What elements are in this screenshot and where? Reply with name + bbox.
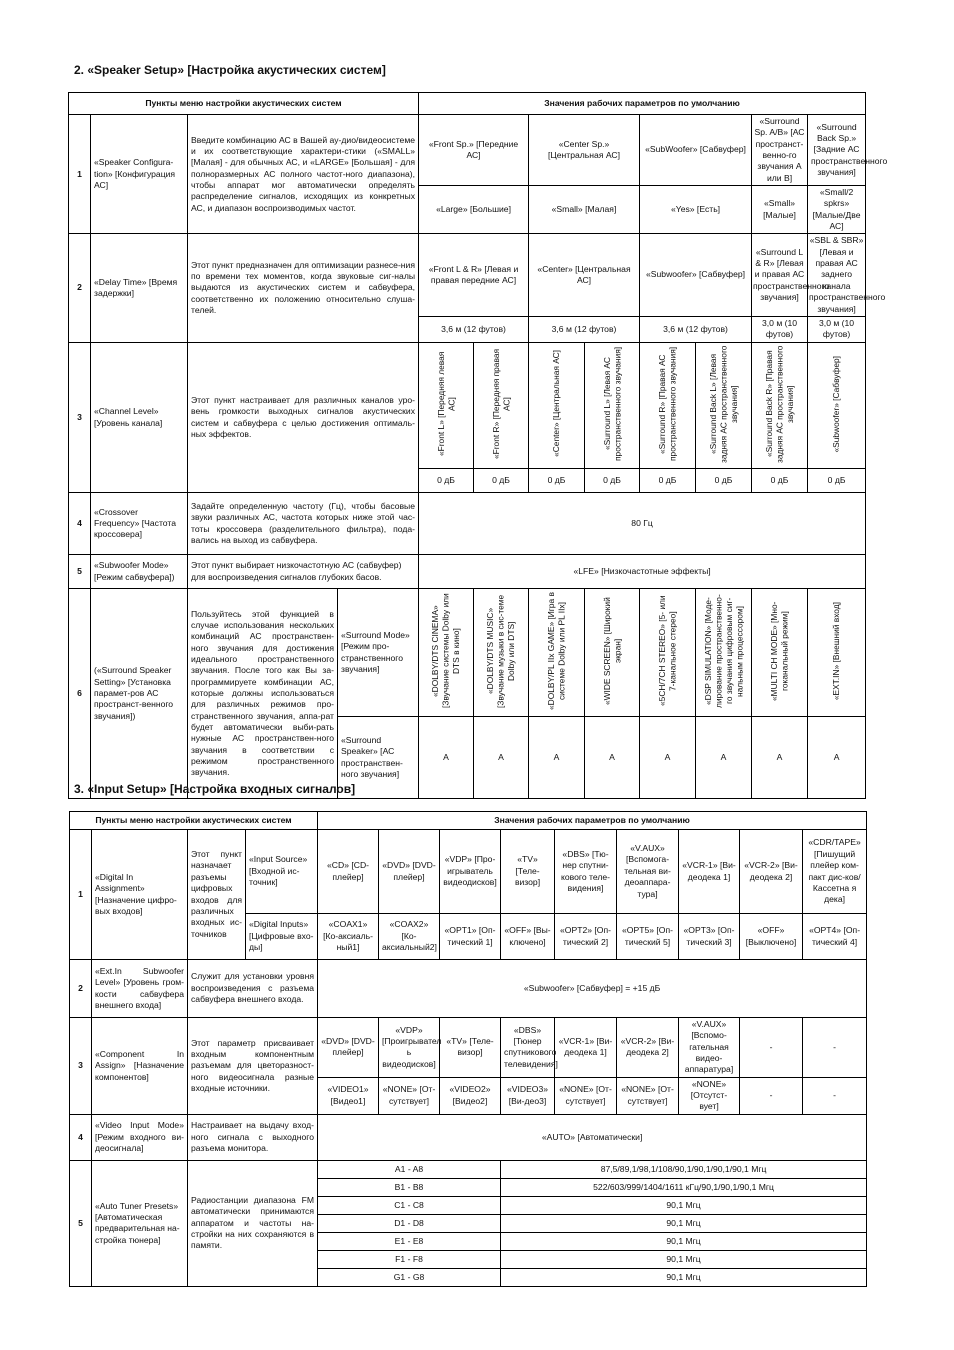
param-header: «Subwoofer» [Сабвуфер]	[640, 234, 752, 316]
param-value: «AUTO» [Автоматически]	[318, 1114, 867, 1160]
preset-bank: A1 - A8	[318, 1160, 501, 1178]
row-number: 3	[70, 1018, 92, 1115]
channel-value: 0 дБ	[419, 469, 474, 493]
param-value: «Small» [Малые]	[752, 186, 808, 234]
menu-item: «Component In Assign» [Назначение компонентов]	[92, 1018, 188, 1115]
param-header: «VCR-1» [Ви-деодека 1]	[679, 830, 740, 914]
param-value: «OPT2» [Оп-тический 2]	[555, 914, 617, 960]
preset-value: 90,1 Мгц	[501, 1196, 867, 1214]
channel-value: 0 дБ	[585, 469, 640, 493]
param-value: «COAX2» [Ко-аксиальный2]	[379, 914, 440, 960]
param-value: «Small/2 spkrs» [Малые/Две АС]	[808, 186, 866, 234]
channel-header: «Surround R» [Правая АС пространственного звучания]	[640, 342, 696, 468]
item-description: Этот пункт предназначен для оптимизации разнесе-ния по времени тех моментов, когда звуковые сиг-налы выдаются из акустических систем и сабвуфера, соответственно их положению относительно слуша-телей.	[188, 234, 419, 342]
param-header: «Surround L & R» [Левая и правая АС пространственного звучания]	[752, 234, 808, 316]
param-header: -	[740, 1018, 803, 1078]
menu-item: «Subwoofer Mode» [Режим сабвуфера])	[91, 555, 188, 589]
param-header: «DBS» [Тю-нер спутни-кового теле-видения]	[555, 830, 617, 914]
param-header: «V.AUX» [Вспомога-тельная ви-деоаппара-тура]	[617, 830, 679, 914]
mode-header: «DOLBY/DTS MUSIC» [Звучание музыки в сис-теме Dolby или DTS]	[474, 589, 529, 717]
menu-item: «Delay Time» [Время задержки]	[91, 234, 188, 342]
section-3-title: 3. «Input Setup» [Настройка входных сигналов]	[74, 782, 356, 796]
preset-bank: B1 - B8	[318, 1178, 501, 1196]
param-value: «NONE» [Отсутст-вует]	[679, 1077, 740, 1114]
surround-speaker-label: «Surround Speaker» [АС пространствен-ного звучания]	[338, 717, 419, 799]
section-2-title: 2. «Speaker Setup» [Настройка акустических систем]	[74, 63, 386, 77]
param-value: 3,6 м (12 футов)	[529, 316, 640, 342]
param-value: «Subwoofer» [Сабвуфер] = +15 дБ	[318, 960, 867, 1018]
param-header: «DBS» [Тюнер спутникового телевидения]	[501, 1018, 555, 1078]
mode-header: «WIDE SCREEN» [Широкий экран]	[585, 589, 640, 717]
menu-item: «Digital In Assignment» [Назначение цифро-вых входов]	[92, 830, 188, 960]
table-header-left: Пункты меню настройки акустических систем	[70, 812, 318, 830]
channel-value: 0 дБ	[474, 469, 529, 493]
menu-item: «Crossover Frequency» [Частота кроссовера]	[91, 493, 188, 555]
param-value: «OFF» [Выключено]	[740, 914, 803, 960]
menu-item: «Video Input Mode» [Режим входного ви-деосигнала]	[92, 1114, 188, 1160]
param-value: «OPT1» [Оп-тический 1]	[440, 914, 501, 960]
mode-header: «5CH/7CH STEREO» [5- или 7-канальное стерео]	[640, 589, 696, 717]
table-header-left: Пункты меню настройки акустических систем	[69, 93, 419, 115]
param-value: 3,0 м (10 футов)	[752, 316, 808, 342]
param-header: «TV» [Теле-визор]	[501, 830, 555, 914]
preset-bank: G1 - G8	[318, 1268, 501, 1286]
param-value: «LFE» [Низкочастотные эффекты]	[419, 555, 866, 589]
preset-value: 87,5/89,1/98,1/108/90,1/90,1/90,1/90,1 Мгц	[501, 1160, 867, 1178]
row-number: 1	[70, 830, 92, 960]
mode-value: А	[585, 717, 640, 799]
param-value: «Small» [Малая]	[529, 186, 640, 234]
row-number: 1	[69, 115, 91, 234]
param-value: 3,6 м (12 футов)	[640, 316, 752, 342]
input-source-label: «Input Source» [Входной ис-точник]	[246, 830, 318, 914]
row-number: 2	[70, 960, 92, 1018]
param-header: «DVD» [DVD-плейер]	[379, 830, 440, 914]
param-header: «VCR-2» [Ви-деодека 2]	[617, 1018, 679, 1078]
mode-value: А	[474, 717, 529, 799]
menu-item: («Surround Speaker Setting» [Установка парамет-ров АС пространст-венного звучания])	[91, 589, 188, 799]
row-number: 3	[69, 342, 91, 492]
param-value: «VIDEO1» [Видео1]	[318, 1077, 379, 1114]
param-value: «NONE» [От-сутствует]	[379, 1077, 440, 1114]
channel-value: 0 дБ	[752, 469, 808, 493]
preset-bank: E1 - E8	[318, 1232, 501, 1250]
mode-header: «DOLBY/PL IIx GAME» [Игра в системе Dolby или PL IIx]	[529, 589, 585, 717]
row-number: 4	[70, 1114, 92, 1160]
mode-value: А	[808, 717, 866, 799]
row-number: 5	[69, 555, 91, 589]
item-description: Служит для установки уровня воспроизведения с разъема сабвуфера внешнего входа.	[188, 960, 318, 1018]
param-value: -	[740, 1077, 803, 1114]
param-header: «V.AUX» [Вспомо-гательная видео-аппаратура]	[679, 1018, 740, 1078]
channel-header: «Surround L» [Левая АС пространственного звучания]	[585, 342, 640, 468]
preset-value: 90,1 Мгц	[501, 1268, 867, 1286]
channel-header: «Subwoofer» [Сабвуфер]	[808, 342, 866, 468]
param-header: «SubWoofer» [Сабвуфер]	[640, 115, 752, 186]
preset-bank: C1 - C8	[318, 1196, 501, 1214]
row-number: 6	[69, 589, 91, 799]
param-header: -	[803, 1018, 867, 1078]
menu-item: «Channel Level» [Уровень канала]	[91, 342, 188, 492]
row-number: 4	[69, 493, 91, 555]
surround-mode-label: «Surround Mode» [Режим про-странственного звучания]	[338, 589, 419, 717]
item-description: Этот пункт назначает разъемы цифровых входов для различных входных ис-точников	[188, 830, 246, 960]
item-description: Введите комбинацию АС в Вашей ау-дио/видеосистеме и их соответствующие характери-стики («SMALL» [Малая] - для обычных АС, и «LARGE» [Большая] - для полноразмерных АС полного частот-ного диапазона), чтобы аппарат мог автоматически определять распределение сигналов, исходящих из конкретных АС, и диапазон воспроизводимых частот.	[188, 115, 419, 234]
item-description: Этот пункт настраивает для различных каналов уро-вень громкости выходных сигналов акустических систем и сабвуфера с целью достижения оптималь-ных эффектов.	[188, 342, 419, 492]
channel-header: «Surround Back L» [Левая задняя АС пространственного звучания]	[696, 342, 752, 468]
mode-value: А	[752, 717, 808, 799]
param-value: «OFF» [Вы-ключено]	[501, 914, 555, 960]
param-header: «VDP» [Проигрывател ь видеодисков]	[379, 1018, 440, 1078]
param-value: 3,6 м (12 футов)	[419, 316, 529, 342]
param-value: 80 Гц	[419, 493, 866, 555]
channel-header: «Front R» [Передняя правая АС]	[474, 342, 529, 468]
param-value: «Yes» [Есть]	[640, 186, 752, 234]
mode-value: А	[640, 717, 696, 799]
speaker-setup-table	[68, 92, 888, 799]
param-header: «VCR-2» [Ви-деодека 2]	[740, 830, 803, 914]
channel-value: 0 дБ	[640, 469, 696, 493]
mode-value: А	[419, 717, 474, 799]
param-header: «Surround Sp. A/B» [АС пространст-венно-го звучания А или В]	[752, 115, 808, 186]
param-value: «Large» [Большие]	[419, 186, 529, 234]
param-header: «Center Sp.» [Центральная АС]	[529, 115, 640, 186]
param-header: «Front L & R» [Левая и правая передние АС]	[419, 234, 529, 316]
row-number: 2	[69, 234, 91, 342]
menu-item: «Auto Tuner Presets» [Автоматическая предварительная на-стройка тюнера]	[92, 1160, 188, 1286]
mode-header: «DOLBY/DTS CINEMA» [Звучание системы Dolby или DTS в кино]	[419, 589, 474, 717]
param-header: «Surround Back Sp.» [Задние АС пространственного звучания]	[808, 115, 866, 186]
param-value: «NONE» [От-сутствует]	[617, 1077, 679, 1114]
param-value: «VIDEO2» [Видео2]	[440, 1077, 501, 1114]
param-value: «NONE» [От-сутствует]	[555, 1077, 617, 1114]
preset-value: 90,1 Мгц	[501, 1214, 867, 1232]
item-description: Настраивает на выдачу вход-ного сигнала с выходного разъема монитора.	[188, 1114, 318, 1160]
preset-value: 90,1 Мгц	[501, 1232, 867, 1250]
param-header: «Center» [Центральная АС]	[529, 234, 640, 316]
param-header: «VCR-1» [Ви-деодека 1]	[555, 1018, 617, 1078]
item-description: Этот параметр присваивает входным компонентным разъемам для цветоразност-ного видеосигнала разные входные источники.	[188, 1018, 318, 1115]
param-header: «DVD» [DVD-плейер]	[318, 1018, 379, 1078]
param-header: «TV» [Теле-визор]	[440, 1018, 501, 1078]
param-value: «OPT4» [Оп-тический 4]	[803, 914, 867, 960]
mode-header: «EXT.IN» [Внешний вход]	[808, 589, 866, 717]
channel-value: 0 дБ	[529, 469, 585, 493]
channel-value: 0 дБ	[808, 469, 866, 493]
item-description: Задайте определенную частоту (Гц), чтобы басовые звуки различных АС, частота которых ниже этой час-тоты кроссовера (разделительного фильтра), пода-вались на выход из сабвуфера.	[188, 493, 419, 555]
param-value: 3,0 м (10 футов)	[808, 316, 866, 342]
preset-value: 90,1 Мгц	[501, 1250, 867, 1268]
param-value: «OPT3» [Оп-тический 3]	[679, 914, 740, 960]
row-number: 5	[70, 1160, 92, 1286]
param-value: «OPT5» [Оп-тический 5]	[617, 914, 679, 960]
mode-value: А	[529, 717, 585, 799]
preset-value: 522/603/999/1404/1611 кГц/90,1/90,1/90,1 Мгц	[501, 1178, 867, 1196]
menu-item: «Ext.In Subwoofer Level» [Уровень гром-кости сабвуфера внешнего входа]	[92, 960, 188, 1018]
param-value: «COAX1» [Ко-аксиаль-ный1]	[318, 914, 379, 960]
param-header: «VDP» [Про-игрыватель видеодисков]	[440, 830, 501, 914]
mode-header: «DSP SIMULATION» [Моде-лирование пространственно-го звучания цифровым сиг-нальным процессором]	[696, 589, 752, 717]
channel-header: «Surround Back R» [Правая задняя АС пространственного звучания]	[752, 342, 808, 468]
item-description: Пользуйтесь этой функцией в случае использования нескольких комбинаций АС пространствен-ного звучания для достижения идеального пространственного звучания. После того как Вы за-программируете комбинации АС, которые должны использоваться для различных режимов про-странственного звучания, аппа-рат будет автоматически выби-рать нужные АС пространствен-ного звучания в соответствии с режимом пространственного звучания.	[188, 589, 338, 799]
param-value: «VIDEO3» [Ви-део3]	[501, 1077, 555, 1114]
table-header-right: Значения рабочих параметров по умолчанию	[318, 812, 867, 830]
mode-value: А	[696, 717, 752, 799]
param-header: «CDR/TAPE» [Пишущий плейер ком-пакт дис-ков/Кассетна я дека]	[803, 830, 867, 914]
item-description: Этот пункт выбирает низкочастотную АС (сабвуфер) для воспроизведения сигналов глубоких басов.	[188, 555, 419, 589]
table-header-right: Значения рабочих параметров по умолчанию	[419, 93, 866, 115]
input-setup-table	[69, 811, 867, 1287]
param-header: «CD» [CD-плейер]	[318, 830, 379, 914]
param-value: -	[803, 1077, 867, 1114]
preset-bank: D1 - D8	[318, 1214, 501, 1232]
menu-item: «Speaker Configura-tion» [Конфигурация АС]	[91, 115, 188, 234]
param-header: «Front Sp.» [Передние АС]	[419, 115, 529, 186]
channel-header: «Center» [Центральная АС]	[529, 342, 585, 468]
preset-bank: F1 - F8	[318, 1250, 501, 1268]
param-header: «SBL & SBR» [Левая и правая АС заднего канала пространственного звучания]	[808, 234, 866, 316]
channel-value: 0 дБ	[696, 469, 752, 493]
item-description: Радиостанции диапазона FM автоматически принимаются аппаратом и частоты на-стройки на них сохраняются в памяти.	[188, 1160, 318, 1286]
mode-header: «MULTI CH MODE» [Мно-гоканальный режим]	[752, 589, 808, 717]
digital-inputs-label: «Digital Inputs» [Цифровые вхо-ды]	[246, 914, 318, 960]
channel-header: «Front L» [Передняя левая АС]	[419, 342, 474, 468]
